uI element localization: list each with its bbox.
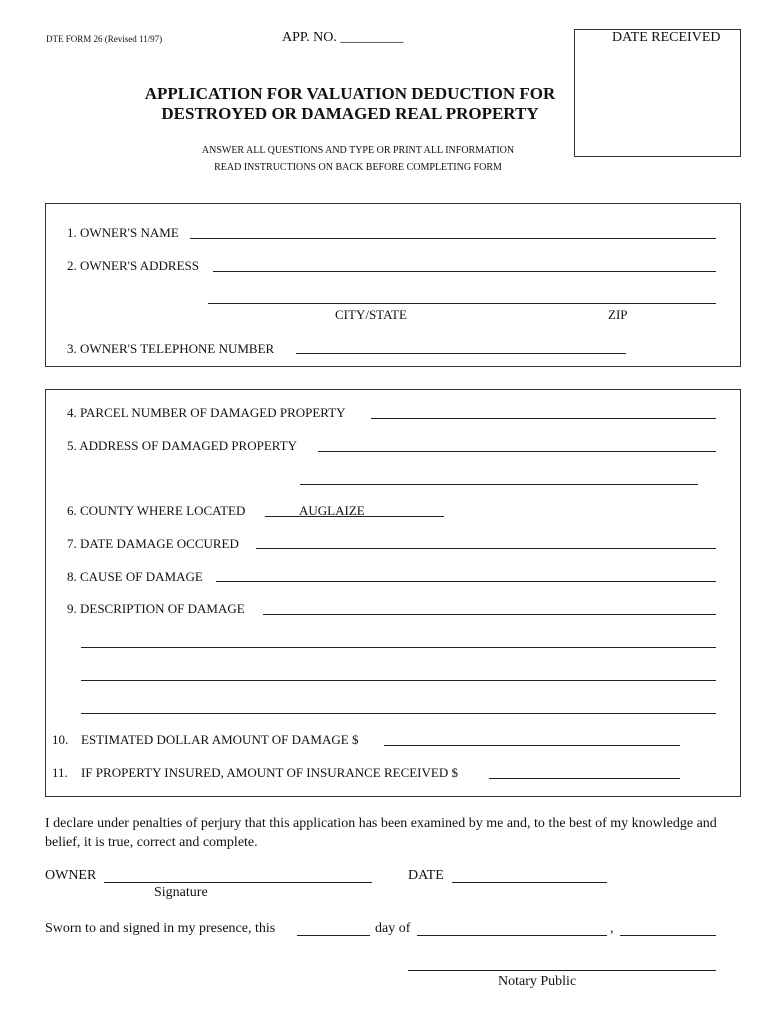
notary-public-label: Notary Public xyxy=(498,974,577,989)
date-signed-label: DATE xyxy=(408,868,444,883)
insured-number: 11. xyxy=(52,765,68,780)
property-address-field[interactable] xyxy=(318,451,716,452)
sworn-month-field[interactable] xyxy=(417,935,607,936)
insurance-received-label: IF PROPERTY INSURED, AMOUNT OF INSURANCE RECEIVED $ xyxy=(81,765,458,780)
cause-of-damage-label: 8. CAUSE OF DAMAGE xyxy=(67,569,203,584)
owner-phone-label: 3. OWNER'S TELEPHONE NUMBER xyxy=(67,341,275,356)
owner-address-label: 2. OWNER'S ADDRESS xyxy=(67,258,199,273)
owner-phone-field[interactable] xyxy=(296,353,626,354)
description-field-line-2[interactable] xyxy=(81,647,716,648)
estimated-damage-label: ESTIMATED DOLLAR AMOUNT OF DAMAGE $ xyxy=(81,732,359,747)
declaration-text: I declare under penalties of perjury that this application has been examined by me and, to the best of my knowledge and belief, it is true, correct and complete. xyxy=(45,816,717,850)
description-field-line-1[interactable] xyxy=(263,614,716,615)
city-state-label: CITY/STATE xyxy=(335,307,407,322)
sworn-year-field[interactable] xyxy=(620,935,716,936)
zip-label: ZIP xyxy=(608,307,628,322)
form-title-line-2: DESTROYED OR DAMAGED REAL PROPERTY xyxy=(161,104,539,123)
description-label: 9. DESCRIPTION OF DAMAGE xyxy=(67,601,245,616)
notary-signature-field[interactable] xyxy=(408,970,716,971)
date-signed-field[interactable] xyxy=(452,882,607,883)
description-field-line-3[interactable] xyxy=(81,680,716,681)
county-value: AUGLAIZE xyxy=(299,503,365,518)
instruction-line-1: ANSWER ALL QUESTIONS AND TYPE OR PRINT ALL INFORMATION xyxy=(201,145,515,156)
property-address-label: 5. ADDRESS OF DAMAGED PROPERTY xyxy=(67,438,298,453)
sworn-comma: , xyxy=(610,921,614,936)
property-address-line-2[interactable] xyxy=(300,484,698,485)
owner-name-field[interactable] xyxy=(190,238,716,239)
date-damage-label: 7. DATE DAMAGE OCCURED xyxy=(67,536,239,551)
day-of-label: day of xyxy=(375,921,411,936)
form-title-line-1: APPLICATION FOR VALUATION DEDUCTION FOR xyxy=(144,84,556,103)
form-id: DTE FORM 26 (Revised 11/97) xyxy=(46,34,163,44)
parcel-number-label: 4. PARCEL NUMBER OF DAMAGED PROPERTY xyxy=(67,405,346,420)
signature-caption: Signature xyxy=(154,885,208,900)
city-state-zip-field[interactable] xyxy=(208,303,716,304)
owner-name-label: 1. OWNER'S NAME xyxy=(67,225,179,240)
description-field-line-4[interactable] xyxy=(81,713,716,714)
county-label: 6. COUNTY WHERE LOCATED xyxy=(67,503,246,518)
insurance-received-field[interactable] xyxy=(489,778,680,779)
owner-address-field[interactable] xyxy=(213,271,716,272)
sworn-prefix: Sworn to and signed in my presence, this xyxy=(45,921,276,936)
estimated-damage-field[interactable] xyxy=(384,745,680,746)
date-damage-field[interactable] xyxy=(256,548,716,549)
owner-signature-label: OWNER xyxy=(45,868,97,883)
instruction-line-2: READ INSTRUCTIONS ON BACK BEFORE COMPLETING FORM xyxy=(214,162,502,173)
sworn-day-field[interactable] xyxy=(297,935,370,936)
owner-signature-field[interactable] xyxy=(104,882,372,883)
cause-of-damage-field[interactable] xyxy=(216,581,716,582)
parcel-number-field[interactable] xyxy=(371,418,716,419)
estimated-number: 10. xyxy=(52,732,69,747)
app-no-label: APP. NO. _________ xyxy=(282,30,404,45)
date-received-label: DATE RECEIVED xyxy=(612,30,721,45)
